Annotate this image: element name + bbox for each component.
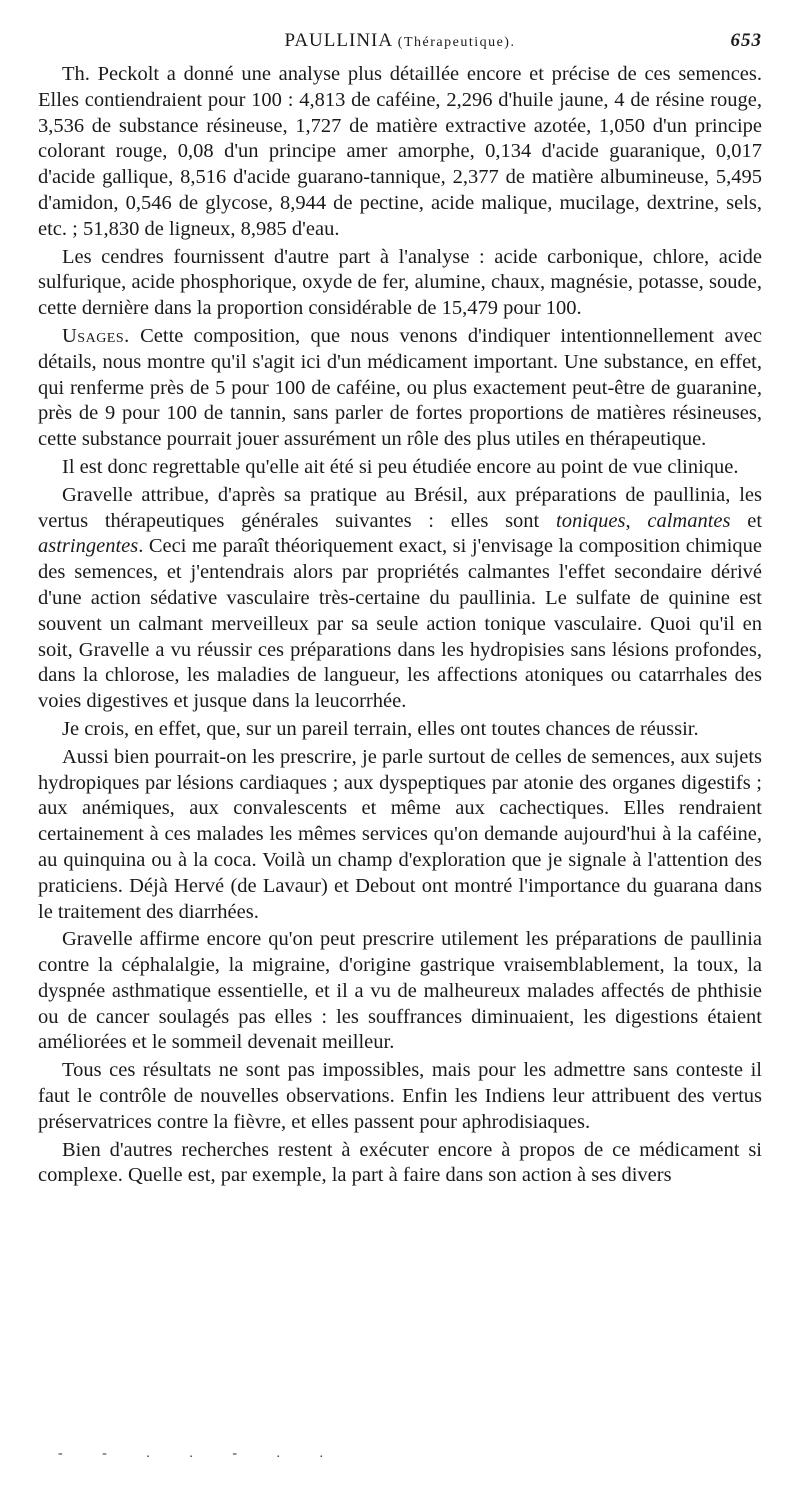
paragraph-text: . Ceci me paraît théoriquement exact, si j'envisage la composition chimique des semences, et j'entendrais alors par propriétés calmantes l'effet secondaire dérivé d'une action sédative vasculaire très-certaine du paullinia. Le sulfate de quinine est souvent un calmant merveilleux par sa seule action tonique vasculaire. Quoi qu'il en soit, Gravelle a vu réussir ces préparations dans les hydropisies sans lésions profondes, dans la chlorose, les maladies de langueur, les affections atoniques ou catarrhales des voies digestives et jusque dans la leucorrhée. <box>38 535 762 713</box>
italic-term: toniques <box>556 509 626 532</box>
paragraph: Il est donc regrettable qu'elle ait été si peu étudiée encore au point de vue clinique. <box>62 455 739 478</box>
paragraph-text: et <box>730 509 763 532</box>
paragraph: Gravelle affirme encore qu'on peut prescrire utilement les préparations de paullinia contre la céphalalgie, la migraine, d'origine gastrique vraisemblablement, la toux, la dyspnée asthmatique essentielle, et il a vu de malheureux malades affectés de phthisie ou de cancer soulagés pas elles : les souffrances diminuaient, les digestions étaient améliorées et le sommeil devenait meilleur. <box>38 928 762 1054</box>
paragraph-text: Gravelle attribue, d'après sa pratique au Brésil, aux préparations de paullinia, les vertus thérapeutiques générales suivantes : elles sont <box>38 483 762 532</box>
footer-marks: - - . . - . . <box>58 1446 341 1461</box>
running-title <box>38 30 762 52</box>
running-title-sub: (Thérapeutique). <box>397 35 516 50</box>
paragraph-text: , <box>625 509 648 532</box>
body-text <box>38 62 762 1191</box>
italic-term: astringentes <box>38 535 139 558</box>
paragraph: Bien d'autres recherches restent à exécuter encore à propos de ce médicament si complexe. Quelle est, par exemple, la part à faire dans son action à ses divers <box>38 1138 762 1187</box>
paragraph: Je crois, en effet, que, sur un pareil terrain, elles ont toutes chances de réussir. <box>62 717 699 740</box>
paragraph: Tous ces résultats ne sont pas impossibles, mais pour les admettre sans conteste il faut le contrôle de nouvelles observations. Enfin les Indiens leur attribuent des vertus préservatrices contre la fièvre, et elles passent pour aphrodisiaques. <box>38 1059 762 1133</box>
paragraph: Aussi bien pourrait-on les prescrire, je parle surtout de celles de semences, aux sujets hydropiques par lésions cardiaques ; aux dyspeptiques par atonie des organes digestifs ; aux anémiques, aux convalescents et même aux cachectiques. Elles rendraient certainement à ces malades les mêmes services qu'on demande aujourd'hui à la caféine, au quinquina ou à la coca. Voilà un champ d'exploration que je signale à l'attention des praticiens. Déjà Hervé (de Lavaur) et Debout ont montré l'importance du guarana dans le traitement des diarrhées. <box>38 745 762 923</box>
running-title-main: PAULLINIA <box>284 30 393 51</box>
paragraph: Th. Peckolt a donné une analyse plus détaillée encore et précise de ces semences. Elles contiendraient pour 100 : 4,813 de caféine, 2,296 d'huile jaune, 4 de résine rouge, 3,536 de substance résineuse, 1,727 de matière extractive azotée, 1,050 d'un principe colorant rouge, 0,08 d'un principe amer amorphe, 0,134 d'acide guaranique, 0,017 d'acide gallique, 8,516 d'acide guarano-tannique, 2,377 de matière albumineuse, 5,495 d'amidon, 0,546 de glycose, 8,944 de pectine, acide malique, mucilage, dextrine, sels, etc. ; 51,830 de ligneux, 8,985 d'eau. <box>38 63 762 240</box>
page-number: 653 <box>730 30 762 51</box>
paragraph-usages <box>38 324 762 453</box>
paragraph: Les cendres fournissent d'autre part à l'analyse : acide carbonique, chlore, acide sulfurique, acide phosphorique, oxyde de fer, alumine, chaux, magnésie, potasse, soude, cette dernière dans la proportion considérable de 15,479 pour 100. <box>38 245 762 320</box>
italic-term: calmantes <box>647 509 731 532</box>
page-header <box>38 30 762 56</box>
section-heading-usages: Usages. <box>62 324 130 347</box>
paragraph-text: Cette composition, que nous venons d'indiquer intentionnellement avec détails, nous montre qu'il s'agit ici d'un médicament important. Une substance, en effet, qui renferme près de 5 pour 100 de caféine, ou plus exactement peut-être de guaranine, près de 9 pour 100 de tannin, sans parler de fortes proportions de matières résineuses, cette substance pourrait jouer assurément un rôle des plus utiles en thérapeutique. <box>38 324 762 451</box>
paragraph-gravelle <box>38 483 762 715</box>
